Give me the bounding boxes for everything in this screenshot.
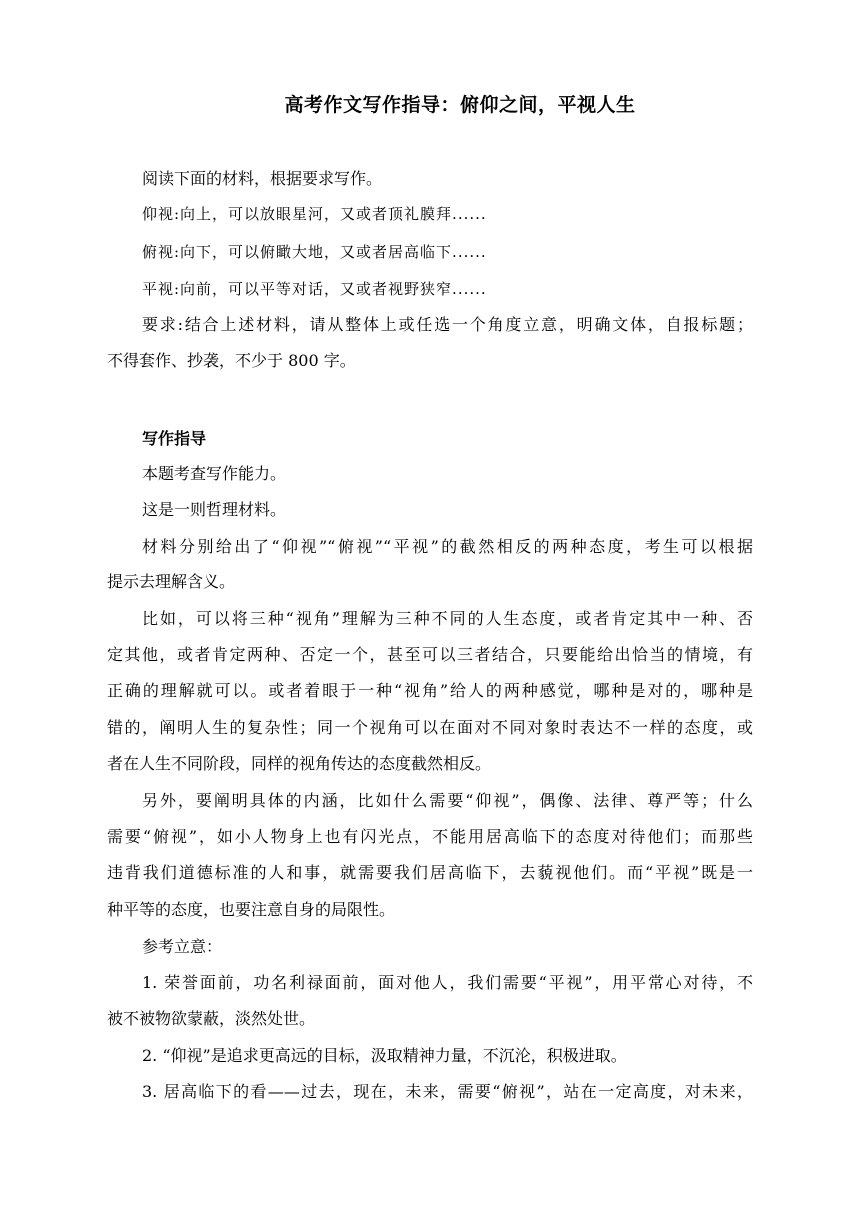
material-intro: 阅读下面的材料，根据要求写作。: [142, 169, 383, 188]
guidance-p5-line-3: 违背我们道德标准的人和事，就需要我们居高临下，去藐视他们。而“平视”既是一: [107, 863, 753, 882]
reference-1-line-1: 1. 荣誉面前，功名利禄面前，面对他人，我们需要“平视”，用平常心对待，不: [142, 973, 753, 992]
guidance-p5-line-4: 种平等的态度，也要注意自身的局限性。: [107, 900, 396, 919]
guidance-p4-line-5: 者在人生不同阶段，同样的视角传达的态度截然相反。: [107, 754, 492, 773]
reference-3-line-1: 3. 居高临下的看——过去，现在，未来，需要“俯视”，站在一定高度，对未来，: [142, 1082, 753, 1101]
reference-2: 2. “仰视”是追求更高远的目标，汲取精神力量，不沉沦，积极进取。: [142, 1046, 627, 1065]
material-yangshi: 仰视:向上，可以放眼星河，又或者顶礼膜拜......: [142, 205, 487, 223]
guidance-p2: 这是一则哲理材料。: [142, 500, 287, 519]
material-fushi: 俯视:向下，可以俯瞰大地，又或者居高临下......: [142, 243, 487, 261]
requirement-line-2: 不得套作、抄袭，不少于 800 字。: [107, 351, 356, 370]
guidance-p4-line-2: 定其他，或者肯定两种、否定一个，甚至可以三者结合，只要能给出恰当的情境，有: [107, 645, 753, 664]
guidance-p4-line-3: 正确的理解就可以。或者着眼于一种“视角”给人的两种感觉，哪种是对的，哪种是: [107, 681, 753, 700]
material-pingshi: 平视:向前，可以平等对话，又或者视野狭窄......: [142, 280, 487, 298]
reference-heading: 参考立意：: [142, 937, 223, 956]
guidance-p4-line-4: 错的，阐明人生的复杂性；同一个视角可以在面对不同对象时表达不一样的态度，或: [107, 718, 753, 737]
guidance-heading: 写作指导: [142, 429, 207, 448]
requirement-line-1: 要求:结合上述材料，请从整体上或任选一个角度立意，明确文体，自报标题；: [142, 315, 753, 334]
document-title: 高考作文写作指导：俯仰之间，平视人生: [284, 94, 636, 116]
reference-1-line-2: 被不被物欲蒙蔽，淡然处世。: [107, 1009, 316, 1028]
guidance-p1: 本题考查写作能力。: [142, 464, 287, 483]
guidance-p4-line-1: 比如，可以将三种“视角”理解为三种不同的人生态度，或者肯定其中一种、否: [142, 609, 753, 628]
guidance-p3-line-1: 材料分别给出了“仰视”“俯视”“平视”的截然相反的两种态度，考生可以根据: [142, 537, 753, 556]
guidance-p3-line-2: 提示去理解含义。: [107, 572, 236, 591]
guidance-p5-line-2: 需要“俯视”，如小人物身上也有闪光点，不能用居高临下的态度对待他们；而那些: [107, 827, 753, 846]
guidance-p5-line-1: 另外，要阐明具体的内涵，比如什么需要“仰视”，偶像、法律、尊严等；什么: [142, 791, 753, 810]
